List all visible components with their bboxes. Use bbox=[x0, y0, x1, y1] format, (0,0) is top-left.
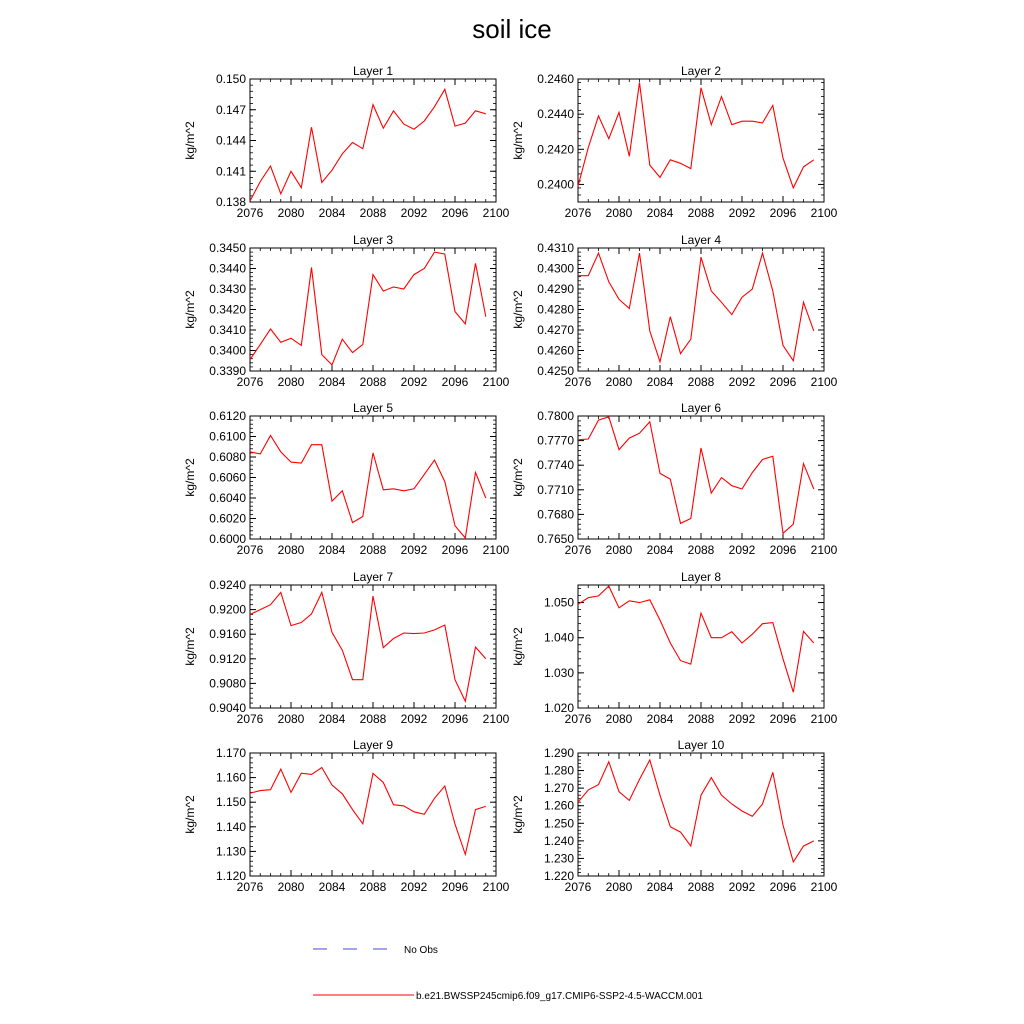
panel-title: Layer 1 bbox=[352, 64, 394, 78]
y-tick-label: 0.7800 bbox=[537, 409, 574, 423]
y-tick-label: 1.120 bbox=[215, 869, 246, 883]
y-axis-label: kg/m^2 bbox=[183, 290, 197, 329]
panel-layer-1 bbox=[183, 64, 510, 220]
panel-title: Layer 2 bbox=[680, 64, 722, 78]
panel-title: Layer 10 bbox=[677, 738, 725, 752]
y-tick-label: 1.250 bbox=[543, 816, 574, 831]
panel-layer-5 bbox=[183, 401, 510, 557]
x-tick-label: 2096 bbox=[441, 880, 469, 894]
y-tick-label: 0.4250 bbox=[537, 364, 574, 378]
x-tick-label: 2092 bbox=[400, 206, 428, 220]
plot-frame bbox=[578, 753, 824, 876]
panel-layer-2 bbox=[511, 64, 838, 220]
y-tick-label: 0.9040 bbox=[209, 701, 246, 715]
plot-frame bbox=[578, 248, 824, 371]
y-tick-label: 0.6100 bbox=[209, 429, 246, 444]
x-tick-label: 2088 bbox=[359, 543, 387, 557]
x-tick-label: 2100 bbox=[810, 206, 838, 220]
panel-layer-3 bbox=[183, 233, 510, 389]
x-tick-label: 2092 bbox=[400, 880, 428, 894]
y-tick-label: 1.130 bbox=[215, 844, 246, 859]
legend bbox=[313, 945, 703, 1002]
x-tick-label: 2076 bbox=[236, 543, 264, 557]
plot-frame bbox=[250, 248, 496, 371]
y-tick-label: 1.280 bbox=[543, 763, 574, 778]
x-tick-label: 2080 bbox=[605, 880, 633, 894]
x-tick-label: 2096 bbox=[769, 880, 797, 894]
y-tick-label: 0.3430 bbox=[209, 282, 246, 296]
y-tick-label: 1.260 bbox=[543, 798, 574, 813]
y-tick-label: 1.170 bbox=[215, 746, 246, 760]
series-line bbox=[578, 83, 814, 188]
x-tick-label: 2084 bbox=[646, 880, 674, 894]
y-tick-label: 0.150 bbox=[215, 72, 246, 86]
x-tick-label: 2084 bbox=[318, 712, 346, 726]
panel-layer-6 bbox=[511, 401, 838, 557]
plot-frame bbox=[578, 79, 824, 202]
x-tick-label: 2096 bbox=[769, 712, 797, 726]
x-tick-label: 2092 bbox=[400, 712, 428, 726]
x-tick-label: 2080 bbox=[277, 880, 305, 894]
y-tick-label: 1.050 bbox=[543, 595, 574, 610]
y-tick-label: 0.138 bbox=[215, 195, 246, 209]
x-tick-label: 2096 bbox=[769, 206, 797, 220]
panel-title: Layer 6 bbox=[680, 401, 722, 415]
y-tick-label: 0.7710 bbox=[537, 482, 574, 497]
x-tick-label: 2076 bbox=[564, 543, 592, 557]
y-axis-label: kg/m^2 bbox=[511, 458, 525, 497]
x-tick-label: 2080 bbox=[277, 712, 305, 726]
x-tick-label: 2100 bbox=[810, 375, 838, 389]
series-line bbox=[578, 253, 814, 362]
x-tick-label: 2076 bbox=[564, 375, 592, 389]
x-tick-label: 2092 bbox=[728, 543, 756, 557]
x-tick-label: 2092 bbox=[400, 543, 428, 557]
y-tick-label: 1.270 bbox=[543, 781, 574, 796]
series-line bbox=[578, 586, 814, 692]
x-tick-label: 2088 bbox=[687, 543, 715, 557]
x-tick-label: 2100 bbox=[482, 206, 510, 220]
panel-layer-7 bbox=[183, 570, 510, 726]
x-tick-label: 2092 bbox=[400, 375, 428, 389]
legend-label-no-obs: No Obs bbox=[404, 945, 438, 956]
panel-title: Layer 5 bbox=[352, 401, 394, 415]
x-tick-label: 2076 bbox=[236, 880, 264, 894]
x-tick-label: 2100 bbox=[482, 543, 510, 557]
x-tick-label: 2096 bbox=[769, 543, 797, 557]
y-tick-label: 1.230 bbox=[543, 851, 574, 866]
x-tick-label: 2084 bbox=[646, 543, 674, 557]
x-tick-label: 2100 bbox=[482, 880, 510, 894]
x-tick-label: 2080 bbox=[605, 375, 633, 389]
y-tick-label: 0.9080 bbox=[209, 676, 246, 691]
y-tick-label: 0.6040 bbox=[209, 491, 246, 505]
y-tick-label: 0.3450 bbox=[209, 241, 246, 255]
y-tick-label: 0.2440 bbox=[537, 107, 574, 122]
x-tick-label: 2084 bbox=[646, 375, 674, 389]
x-tick-label: 2080 bbox=[277, 375, 305, 389]
y-tick-label: 0.4300 bbox=[537, 261, 574, 276]
y-tick-label: 1.020 bbox=[543, 701, 574, 715]
x-tick-label: 2092 bbox=[728, 206, 756, 220]
y-tick-label: 1.290 bbox=[543, 746, 574, 760]
panel-layer-9 bbox=[183, 738, 510, 894]
y-axis-label: kg/m^2 bbox=[183, 795, 197, 834]
x-tick-label: 2096 bbox=[441, 543, 469, 557]
y-tick-label: 0.7740 bbox=[537, 458, 574, 473]
y-axis-label: kg/m^2 bbox=[183, 121, 197, 160]
y-tick-label: 0.3390 bbox=[209, 364, 246, 378]
x-tick-label: 2080 bbox=[605, 543, 633, 557]
y-tick-label: 0.3400 bbox=[209, 343, 246, 358]
y-tick-label: 0.147 bbox=[215, 102, 246, 117]
y-tick-label: 0.6020 bbox=[209, 511, 246, 526]
y-tick-label: 0.141 bbox=[215, 164, 246, 179]
x-tick-label: 2084 bbox=[318, 543, 346, 557]
y-tick-label: 0.2400 bbox=[537, 177, 574, 192]
plot-frame bbox=[250, 585, 496, 708]
x-tick-label: 2080 bbox=[277, 206, 305, 220]
x-tick-label: 2100 bbox=[482, 375, 510, 389]
x-tick-label: 2076 bbox=[564, 880, 592, 894]
x-tick-label: 2096 bbox=[441, 712, 469, 726]
x-tick-label: 2084 bbox=[318, 880, 346, 894]
panel-title: Layer 4 bbox=[680, 233, 722, 247]
y-tick-label: 0.7650 bbox=[537, 532, 574, 546]
series-line bbox=[250, 768, 486, 855]
x-tick-label: 2088 bbox=[359, 375, 387, 389]
x-tick-label: 2092 bbox=[728, 375, 756, 389]
y-tick-label: 0.9200 bbox=[209, 602, 246, 617]
y-tick-label: 0.7680 bbox=[537, 507, 574, 522]
y-tick-label: 0.4290 bbox=[537, 282, 574, 296]
y-tick-label: 0.4260 bbox=[537, 343, 574, 358]
y-tick-label: 1.160 bbox=[215, 770, 246, 785]
y-tick-label: 0.9240 bbox=[209, 578, 246, 592]
x-tick-label: 2088 bbox=[687, 375, 715, 389]
x-tick-label: 2100 bbox=[482, 712, 510, 726]
series-line bbox=[578, 417, 814, 534]
y-axis-label: kg/m^2 bbox=[511, 627, 525, 666]
x-tick-label: 2088 bbox=[687, 712, 715, 726]
x-tick-label: 2088 bbox=[687, 880, 715, 894]
y-tick-label: 1.140 bbox=[215, 819, 246, 834]
x-tick-label: 2080 bbox=[277, 543, 305, 557]
y-axis-label: kg/m^2 bbox=[183, 627, 197, 666]
y-tick-label: 1.150 bbox=[215, 795, 246, 810]
x-tick-label: 2096 bbox=[441, 206, 469, 220]
y-tick-label: 0.3420 bbox=[209, 302, 246, 317]
x-tick-label: 2080 bbox=[605, 712, 633, 726]
plot-frame bbox=[250, 79, 496, 202]
series-line bbox=[250, 89, 486, 201]
y-tick-label: 0.4310 bbox=[537, 241, 574, 255]
y-tick-label: 0.6060 bbox=[209, 470, 246, 485]
y-tick-label: 0.2420 bbox=[537, 142, 574, 157]
x-tick-label: 2088 bbox=[687, 206, 715, 220]
x-tick-label: 2084 bbox=[318, 206, 346, 220]
series-line bbox=[250, 436, 486, 539]
plot-frame bbox=[250, 416, 496, 539]
x-tick-label: 2100 bbox=[810, 543, 838, 557]
y-tick-label: 1.030 bbox=[543, 665, 574, 680]
x-tick-label: 2092 bbox=[728, 880, 756, 894]
y-tick-label: 0.4280 bbox=[537, 302, 574, 317]
x-tick-label: 2076 bbox=[564, 712, 592, 726]
y-axis-label: kg/m^2 bbox=[511, 795, 525, 834]
x-tick-label: 2084 bbox=[646, 206, 674, 220]
panel-layer-8 bbox=[511, 570, 838, 726]
series-line bbox=[250, 252, 486, 365]
x-tick-label: 2100 bbox=[810, 712, 838, 726]
x-tick-label: 2084 bbox=[318, 375, 346, 389]
figure-title: soil ice bbox=[472, 14, 552, 44]
y-tick-label: 0.144 bbox=[215, 133, 246, 148]
x-tick-label: 2076 bbox=[236, 206, 264, 220]
x-tick-label: 2096 bbox=[769, 375, 797, 389]
panel-layer-4 bbox=[511, 233, 838, 389]
panel-title: Layer 8 bbox=[680, 570, 722, 584]
y-tick-label: 0.9160 bbox=[209, 627, 246, 642]
plot-frame bbox=[578, 585, 824, 708]
x-tick-label: 2100 bbox=[810, 880, 838, 894]
y-tick-label: 0.6120 bbox=[209, 409, 246, 423]
x-tick-label: 2092 bbox=[728, 712, 756, 726]
y-tick-label: 0.4270 bbox=[537, 323, 574, 337]
x-tick-label: 2076 bbox=[236, 375, 264, 389]
y-tick-label: 0.9120 bbox=[209, 651, 246, 666]
x-tick-label: 2088 bbox=[359, 712, 387, 726]
x-tick-label: 2084 bbox=[646, 712, 674, 726]
panel-title: Layer 9 bbox=[352, 738, 394, 752]
plot-frame bbox=[578, 416, 824, 539]
panel-layer-10 bbox=[511, 738, 838, 894]
panel-title: Layer 7 bbox=[352, 570, 394, 584]
y-axis-label: kg/m^2 bbox=[511, 290, 525, 329]
y-tick-label: 0.2460 bbox=[537, 72, 574, 86]
series-line bbox=[250, 592, 486, 701]
y-axis-label: kg/m^2 bbox=[511, 121, 525, 160]
plot-frame bbox=[250, 753, 496, 876]
y-tick-label: 0.6080 bbox=[209, 450, 246, 464]
y-tick-label: 0.3440 bbox=[209, 261, 246, 276]
x-tick-label: 2080 bbox=[605, 206, 633, 220]
x-tick-label: 2088 bbox=[359, 206, 387, 220]
x-tick-label: 2096 bbox=[441, 375, 469, 389]
y-tick-label: 0.7770 bbox=[537, 433, 574, 448]
y-tick-label: 0.6000 bbox=[209, 532, 246, 546]
y-tick-label: 1.240 bbox=[543, 833, 574, 848]
panel-title: Layer 3 bbox=[352, 233, 394, 247]
y-tick-label: 1.040 bbox=[543, 630, 574, 645]
x-tick-label: 2088 bbox=[359, 880, 387, 894]
y-axis-label: kg/m^2 bbox=[183, 458, 197, 497]
legend-label-model: b.e21.BWSSP245cmip6.f09_g17.CMIP6-SSP2-4.5-WACCM.001 bbox=[416, 991, 703, 1002]
y-tick-label: 1.220 bbox=[543, 869, 574, 883]
x-tick-label: 2076 bbox=[564, 206, 592, 220]
x-tick-label: 2076 bbox=[236, 712, 264, 726]
series-line bbox=[578, 760, 814, 862]
y-tick-label: 0.3410 bbox=[209, 323, 246, 337]
